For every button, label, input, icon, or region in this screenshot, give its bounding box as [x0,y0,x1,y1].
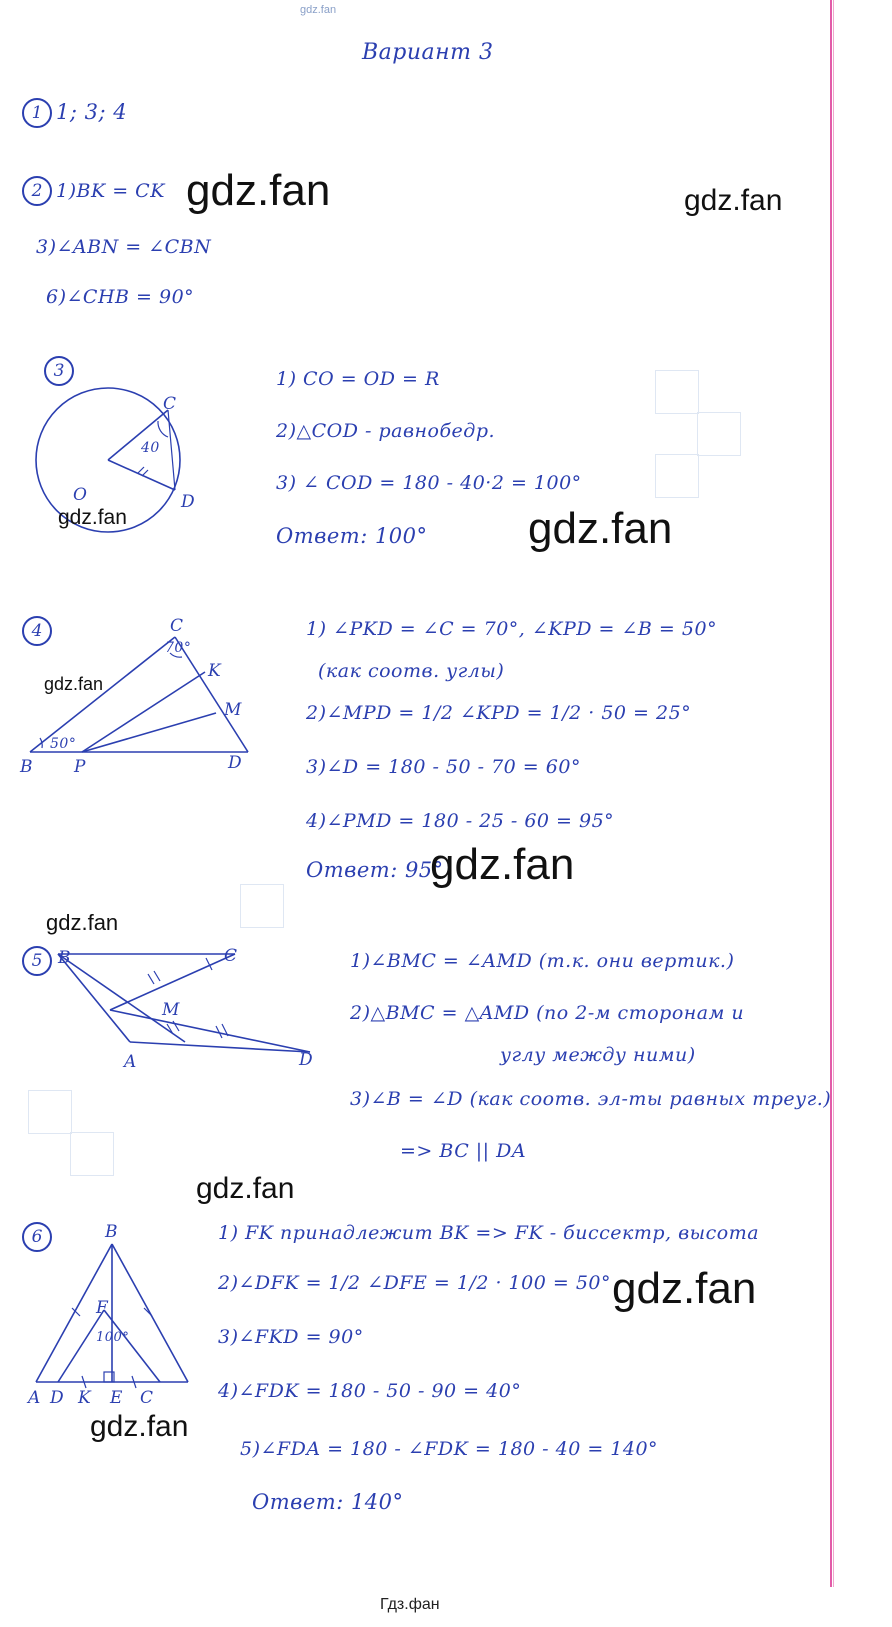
figure-6-label-K: K [78,1388,92,1408]
page-right-border [830,0,832,1587]
figure-4-label-M: M [224,700,242,720]
watermark-6: gdz.fan [430,840,575,889]
page-title: Вариант 3 [362,40,494,65]
figure-3-label-O: O [73,485,88,505]
task-2-line-2: 3)∠ABN = ∠CBN [36,236,212,258]
watermark-9: gdz.fan [612,1264,757,1313]
watermark-8: gdz.fan [196,1172,295,1205]
task-4-answer: Ответ: 95° [306,858,444,882]
task-5-line-3: углу между ними) [500,1044,696,1066]
task-6-answer: Ответ: 140° [252,1490,404,1514]
task-3-line-1: 1) CO = OD = R [276,368,440,390]
figure-4-label-P: P [74,757,86,777]
figure-5-label-A: A [124,1052,137,1072]
task-5-line-1: 1)∠BMC = ∠AMD (т.к. они вертик.) [350,950,735,972]
figure-task-6 [20,1230,250,1405]
figure-4-label-B: B [20,757,33,777]
task-number-6: 6 [22,1222,52,1252]
figure-4-label-C: C [170,616,184,636]
figure-6-label-A: A [28,1388,41,1408]
task-4-line-5: 4)∠PMD = 180 - 25 - 60 = 95° [306,810,615,832]
task-5-line-2: 2)△BMC = △AMD (по 2-м сторонам и [350,1002,745,1024]
task-number-1: 1 [22,98,52,128]
decor-grid [697,412,741,456]
decor-grid [655,370,699,414]
figure-6-angle-value: 100° [96,1330,130,1345]
figure-4-angle-50: 50° [50,736,77,752]
task-2-line-3: 6)∠CHB = 90° [46,286,195,308]
task-number-4: 4 [22,616,52,646]
watermark-4: gdz.fan [528,504,673,553]
task-6-line-3: 3)∠FKD = 90° [218,1326,364,1348]
task-number-2: 2 [22,176,52,206]
figure-6-label-F: F [96,1298,109,1318]
task-5-line-4: 3)∠B = ∠D (как соотв. эл-ты равных треуг.) [350,1088,832,1110]
figure-3-label-C: C [163,394,177,414]
task-6-line-5: 5)∠FDA = 180 - ∠FDK = 180 - 40 = 140° [240,1438,659,1460]
task-number-5: 5 [22,946,52,976]
figure-4-angle-70: 70° [165,640,192,656]
decor-grid [240,884,284,928]
task-3-line-2: 2)△COD - равнобедр. [276,420,496,442]
watermark-2: gdz.fan [684,184,783,217]
figure-3-label-D: D [181,492,196,512]
task-1-line-1: 1; 3; 4 [56,100,128,124]
watermark-10: gdz.fan [90,1410,189,1443]
figure-5-label-C: C [224,946,238,966]
figure-6-label-E: E [110,1388,123,1408]
task-number-3: 3 [44,356,74,386]
task-3-line-3: 3) ∠ COD = 180 - 40·2 = 100° [276,472,582,494]
task-4-line-4: 3)∠D = 180 - 50 - 70 = 60° [306,756,581,778]
watermark-1: gdz.fan [186,166,331,215]
page-right-border-inner [833,0,834,1587]
figure-6-label-D: D [50,1388,65,1408]
figure-4-label-D: D [228,753,243,773]
task-4-line-1: 1) ∠PKD = ∠C = 70°, ∠KPD = ∠B = 50° [306,618,718,640]
figure-5-label-M: M [162,1000,180,1020]
figure-5-label-B: B [58,948,71,968]
figure-6-label-B: B [105,1222,118,1242]
task-4-line-2: (как соотв. углы) [318,660,505,682]
task-3-answer: Ответ: 100° [276,524,428,548]
watermark-3: gdz.fan [58,506,127,529]
figure-5-label-D: D [299,1050,314,1070]
task-4-line-3: 2)∠MPD = 1/2 ∠KPD = 1/2 · 50 = 25° [306,702,692,724]
figure-6-label-C: C [140,1388,154,1408]
watermark-5: gdz.fan [44,674,104,694]
decor-grid [655,454,699,498]
task-2-line-1: 1)BK = CK [56,180,165,202]
task-6-line-2: 2)∠DFK = 1/2 ∠DFE = 1/2 · 100 = 50° [218,1272,611,1294]
watermark-7: gdz.fan [46,910,119,935]
task-6-line-1: 1) FK принадлежит BK => FK - биссектр, высота [218,1222,760,1244]
decor-grid [28,1090,72,1134]
figure-3-angle-value: 40 [141,440,160,456]
figure-4-label-K: K [208,661,222,681]
watermark-top: gdz.fan [300,4,337,16]
task-5-line-5: => BC || DA [400,1140,527,1162]
watermark-bottom: Гдз.фан [380,1596,440,1613]
task-6-line-4: 4)∠FDK = 180 - 50 - 90 = 40° [218,1380,522,1402]
decor-grid [70,1132,114,1176]
